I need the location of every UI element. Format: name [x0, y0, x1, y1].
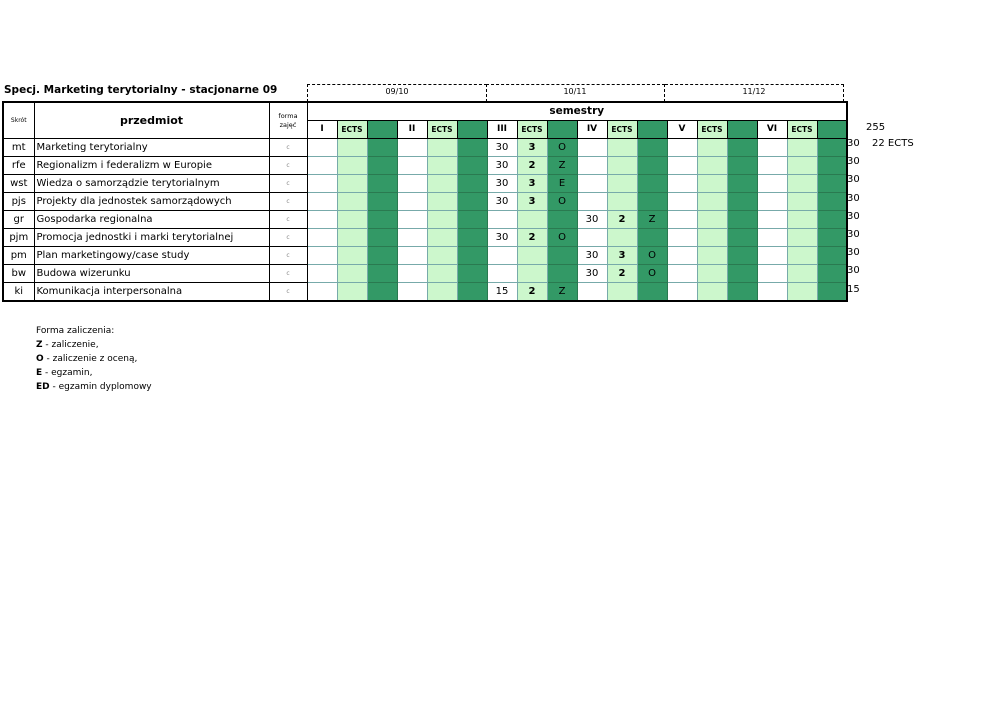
hours-cell: [397, 229, 427, 247]
form-cell: [367, 157, 397, 175]
class-form: c: [269, 283, 307, 302]
legend: [36, 324, 152, 394]
ects-cell: [427, 283, 457, 302]
total-hours: 255: [866, 122, 886, 133]
ects-cell: [337, 193, 367, 211]
hours-cell: 30: [487, 175, 517, 193]
hours-cell: 30: [487, 193, 517, 211]
ects-cell: 3: [607, 247, 637, 265]
form-cell: [817, 175, 847, 193]
ects-cell: [787, 193, 817, 211]
subject-name: Komunikacja interpersonalna: [34, 283, 269, 302]
form-cell: [457, 139, 487, 157]
form-cell: [817, 229, 847, 247]
hours-cell: [667, 283, 697, 302]
semester-label: II: [397, 121, 427, 139]
year-header: 09/10: [307, 84, 487, 102]
ects-cell: [337, 211, 367, 229]
table-row: [3, 247, 847, 265]
form-cell: O: [637, 247, 667, 265]
form-cell: E: [547, 175, 577, 193]
ects-cell: [787, 283, 817, 302]
ects-cell: [517, 247, 547, 265]
subject-name: Promocja jednostki i marki terytorialnej: [34, 229, 269, 247]
hours-cell: [487, 265, 517, 283]
subject-abbr: pjs: [3, 193, 34, 211]
form-cell: [817, 139, 847, 157]
legend-title: Forma zaliczenia:: [36, 326, 115, 336]
hours-cell: [397, 283, 427, 302]
legend-code: ED: [36, 382, 50, 392]
form-cell: [637, 193, 667, 211]
hours-cell: 15: [487, 283, 517, 302]
hours-cell: [667, 193, 697, 211]
curriculum-table: [2, 101, 848, 302]
form-column-header: [547, 121, 577, 139]
ects-label: ECTS: [337, 121, 367, 139]
form-cell: O: [547, 139, 577, 157]
ects-cell: [337, 229, 367, 247]
form-cell: [367, 175, 397, 193]
hours-cell: [757, 265, 787, 283]
form-cell: [547, 211, 577, 229]
form-cell: [817, 283, 847, 302]
form-cell: O: [637, 265, 667, 283]
hours-cell: [307, 193, 337, 211]
row-sum: 30: [847, 229, 860, 240]
table-row: [3, 229, 847, 247]
form-cell: [457, 157, 487, 175]
ects-cell: [697, 193, 727, 211]
form-cell: [727, 139, 757, 157]
hours-cell: [397, 265, 427, 283]
hours-cell: [577, 193, 607, 211]
subject-abbr: bw: [3, 265, 34, 283]
ects-cell: [517, 211, 547, 229]
form-cell: [367, 211, 397, 229]
ects-cell: [337, 139, 367, 157]
class-form: c: [269, 193, 307, 211]
form-cell: [547, 265, 577, 283]
ects-cell: [607, 283, 637, 302]
ects-cell: [697, 283, 727, 302]
ects-cell: [607, 229, 637, 247]
ects-cell: [607, 175, 637, 193]
hours-cell: [577, 175, 607, 193]
table-row: [3, 157, 847, 175]
hours-cell: [307, 175, 337, 193]
form-cell: [367, 193, 397, 211]
hours-cell: 30: [577, 247, 607, 265]
form-cell: O: [547, 229, 577, 247]
ects-cell: [697, 139, 727, 157]
row-sum: 15: [847, 283, 860, 295]
legend-text: - egzamin dyplomowy: [49, 382, 152, 392]
subject-name: Marketing terytorialny: [34, 139, 269, 157]
form-cell: [817, 211, 847, 229]
subject-abbr: pm: [3, 247, 34, 265]
hours-cell: 30: [577, 265, 607, 283]
ects-cell: 2: [517, 157, 547, 175]
form-cell: [367, 139, 397, 157]
hours-cell: [397, 211, 427, 229]
table-row: [3, 175, 847, 193]
row-sum: 30: [847, 265, 860, 277]
form-cell: [727, 229, 757, 247]
form-cell: [367, 247, 397, 265]
hours-cell: [757, 139, 787, 157]
form-cell: [727, 283, 757, 302]
semester-label: V: [667, 121, 697, 139]
hours-cell: 30: [487, 229, 517, 247]
ects-cell: [337, 283, 367, 302]
hours-cell: [577, 283, 607, 302]
hours-cell: [757, 211, 787, 229]
ects-cell: 3: [517, 193, 547, 211]
ects-cell: 2: [607, 265, 637, 283]
hours-cell: [397, 139, 427, 157]
ects-cell: [427, 193, 457, 211]
table-row: [3, 193, 847, 211]
form-column-header: [637, 121, 667, 139]
ects-cell: [787, 157, 817, 175]
hours-cell: 30: [577, 211, 607, 229]
hours-cell: [577, 157, 607, 175]
hours-cell: [307, 283, 337, 302]
form-cell: [637, 157, 667, 175]
row-sum: 30: [847, 138, 860, 149]
header-semestry: semestry: [307, 102, 847, 121]
form-cell: [727, 157, 757, 175]
form-column-header: [367, 121, 397, 139]
subject-abbr: wst: [3, 175, 34, 193]
subject-abbr: mt: [3, 139, 34, 157]
table-row: [3, 211, 847, 229]
subject-abbr: pjm: [3, 229, 34, 247]
legend-code: Z: [36, 340, 43, 350]
row-sum: 30: [847, 210, 860, 222]
hours-cell: [307, 229, 337, 247]
ects-cell: [787, 175, 817, 193]
class-form: c: [269, 229, 307, 247]
form-cell: [367, 283, 397, 302]
form-cell: [637, 283, 667, 302]
hours-cell: 30: [487, 139, 517, 157]
hours-cell: [397, 247, 427, 265]
ects-cell: [787, 139, 817, 157]
form-cell: [727, 211, 757, 229]
ects-cell: 2: [607, 211, 637, 229]
subject-abbr: ki: [3, 283, 34, 302]
row-sum: 30: [847, 192, 860, 204]
hours-cell: [577, 139, 607, 157]
ects-label: ECTS: [697, 121, 727, 139]
row-sum: 30: [847, 247, 860, 259]
ects-label: ECTS: [427, 121, 457, 139]
ects-cell: [787, 229, 817, 247]
hours-cell: [307, 247, 337, 265]
form-cell: [367, 229, 397, 247]
form-cell: [817, 265, 847, 283]
row-sum: 30: [847, 174, 860, 186]
ects-cell: [427, 157, 457, 175]
ects-cell: 3: [517, 175, 547, 193]
ects-cell: [337, 175, 367, 193]
table-row: [3, 139, 847, 157]
legend-code: E: [36, 368, 43, 378]
hours-cell: [667, 247, 697, 265]
ects-cell: [787, 211, 817, 229]
hours-cell: [577, 229, 607, 247]
form-cell: [547, 247, 577, 265]
ects-cell: 3: [517, 139, 547, 157]
ects-cell: [427, 175, 457, 193]
form-column-header: [817, 121, 847, 139]
form-cell: [817, 247, 847, 265]
hours-cell: 30: [487, 157, 517, 175]
hours-cell: [487, 211, 517, 229]
hours-cell: [667, 211, 697, 229]
legend-code: O: [36, 354, 44, 364]
hours-cell: [397, 193, 427, 211]
legend-item: [36, 380, 152, 394]
hours-cell: [397, 175, 427, 193]
form-cell: [457, 175, 487, 193]
subject-name: Gospodarka regionalna: [34, 211, 269, 229]
class-form: c: [269, 175, 307, 193]
hours-cell: [667, 139, 697, 157]
form-cell: [457, 193, 487, 211]
ects-cell: [427, 265, 457, 283]
ects-label: ECTS: [517, 121, 547, 139]
form-cell: [457, 247, 487, 265]
ects-cell: [517, 265, 547, 283]
form-cell: [727, 193, 757, 211]
hours-cell: [667, 229, 697, 247]
row-sum: 30: [847, 156, 860, 168]
header-skrot: Skrót: [3, 102, 34, 139]
subject-name: Projekty dla jednostek samorządowych: [34, 193, 269, 211]
form-cell: [817, 193, 847, 211]
ects-cell: [607, 193, 637, 211]
ects-cell: 2: [517, 283, 547, 302]
form-cell: [637, 175, 667, 193]
class-form: c: [269, 157, 307, 175]
semester-label: VI: [757, 121, 787, 139]
class-form: c: [269, 265, 307, 283]
sheet-title: Specj. Marketing terytorialny - stacjonarne 09: [4, 84, 278, 96]
form-cell: [457, 229, 487, 247]
hours-cell: [757, 283, 787, 302]
subject-name: Wiedza o samorządzie terytorialnym: [34, 175, 269, 193]
class-form: c: [269, 211, 307, 229]
ects-cell: [337, 265, 367, 283]
subject-name: Budowa wizerunku: [34, 265, 269, 283]
hours-cell: [307, 139, 337, 157]
form-cell: O: [547, 193, 577, 211]
form-cell: [457, 265, 487, 283]
form-cell: [637, 139, 667, 157]
hours-cell: [397, 157, 427, 175]
ects-cell: [337, 157, 367, 175]
ects-cell: [697, 175, 727, 193]
form-cell: [457, 211, 487, 229]
hours-cell: [307, 211, 337, 229]
ects-cell: [697, 211, 727, 229]
table-row: [3, 265, 847, 283]
form-cell: [727, 265, 757, 283]
legend-item: [36, 338, 152, 352]
semester-label: I: [307, 121, 337, 139]
form-cell: [457, 283, 487, 302]
header-przedmiot: przedmiot: [34, 102, 269, 139]
ects-cell: 2: [517, 229, 547, 247]
ects-cell: [787, 247, 817, 265]
ects-label: ECTS: [607, 121, 637, 139]
class-form: c: [269, 247, 307, 265]
hours-cell: [307, 157, 337, 175]
legend-text: - zaliczenie z oceną,: [43, 354, 138, 364]
hours-cell: [757, 175, 787, 193]
ects-cell: [787, 265, 817, 283]
hours-cell: [667, 175, 697, 193]
semester-label: III: [487, 121, 517, 139]
hours-cell: [757, 193, 787, 211]
ects-cell: [427, 247, 457, 265]
ects-cell: [337, 247, 367, 265]
hours-cell: [757, 247, 787, 265]
hours-cell: [667, 265, 697, 283]
ects-cell: [607, 139, 637, 157]
legend-item: [36, 366, 152, 380]
hours-cell: [757, 157, 787, 175]
form-cell: Z: [637, 211, 667, 229]
hours-cell: [757, 229, 787, 247]
header-forma: forma zajęć: [269, 102, 307, 139]
ects-cell: [427, 229, 457, 247]
ects-cell: [607, 157, 637, 175]
form-cell: [727, 247, 757, 265]
form-cell: [727, 175, 757, 193]
ects-cell: [427, 139, 457, 157]
subject-name: Regionalizm i federalizm w Europie: [34, 157, 269, 175]
form-column-header: [457, 121, 487, 139]
year-header: 10/11: [486, 84, 665, 102]
form-cell: [817, 157, 847, 175]
subject-abbr: gr: [3, 211, 34, 229]
form-cell: [367, 265, 397, 283]
form-column-header: [727, 121, 757, 139]
year-header: 11/12: [665, 84, 844, 102]
form-cell: Z: [547, 157, 577, 175]
ects-label: ECTS: [787, 121, 817, 139]
ects-cell: [697, 247, 727, 265]
legend-text: - zaliczenie,: [42, 340, 99, 350]
ects-cell: [697, 265, 727, 283]
ects-cell: [697, 229, 727, 247]
ects-cell: [697, 157, 727, 175]
legend-item: [36, 352, 152, 366]
hours-cell: [307, 265, 337, 283]
form-cell: Z: [547, 283, 577, 302]
class-form: c: [269, 139, 307, 157]
subject-name: Plan marketingowy/case study: [34, 247, 269, 265]
total-ects: 22 ECTS: [872, 138, 914, 149]
ects-cell: [427, 211, 457, 229]
semester-label: IV: [577, 121, 607, 139]
legend-text: - egzamin,: [42, 368, 93, 378]
form-cell: [637, 229, 667, 247]
table-row: [3, 283, 847, 302]
subject-abbr: rfe: [3, 157, 34, 175]
hours-cell: [487, 247, 517, 265]
hours-cell: [667, 157, 697, 175]
